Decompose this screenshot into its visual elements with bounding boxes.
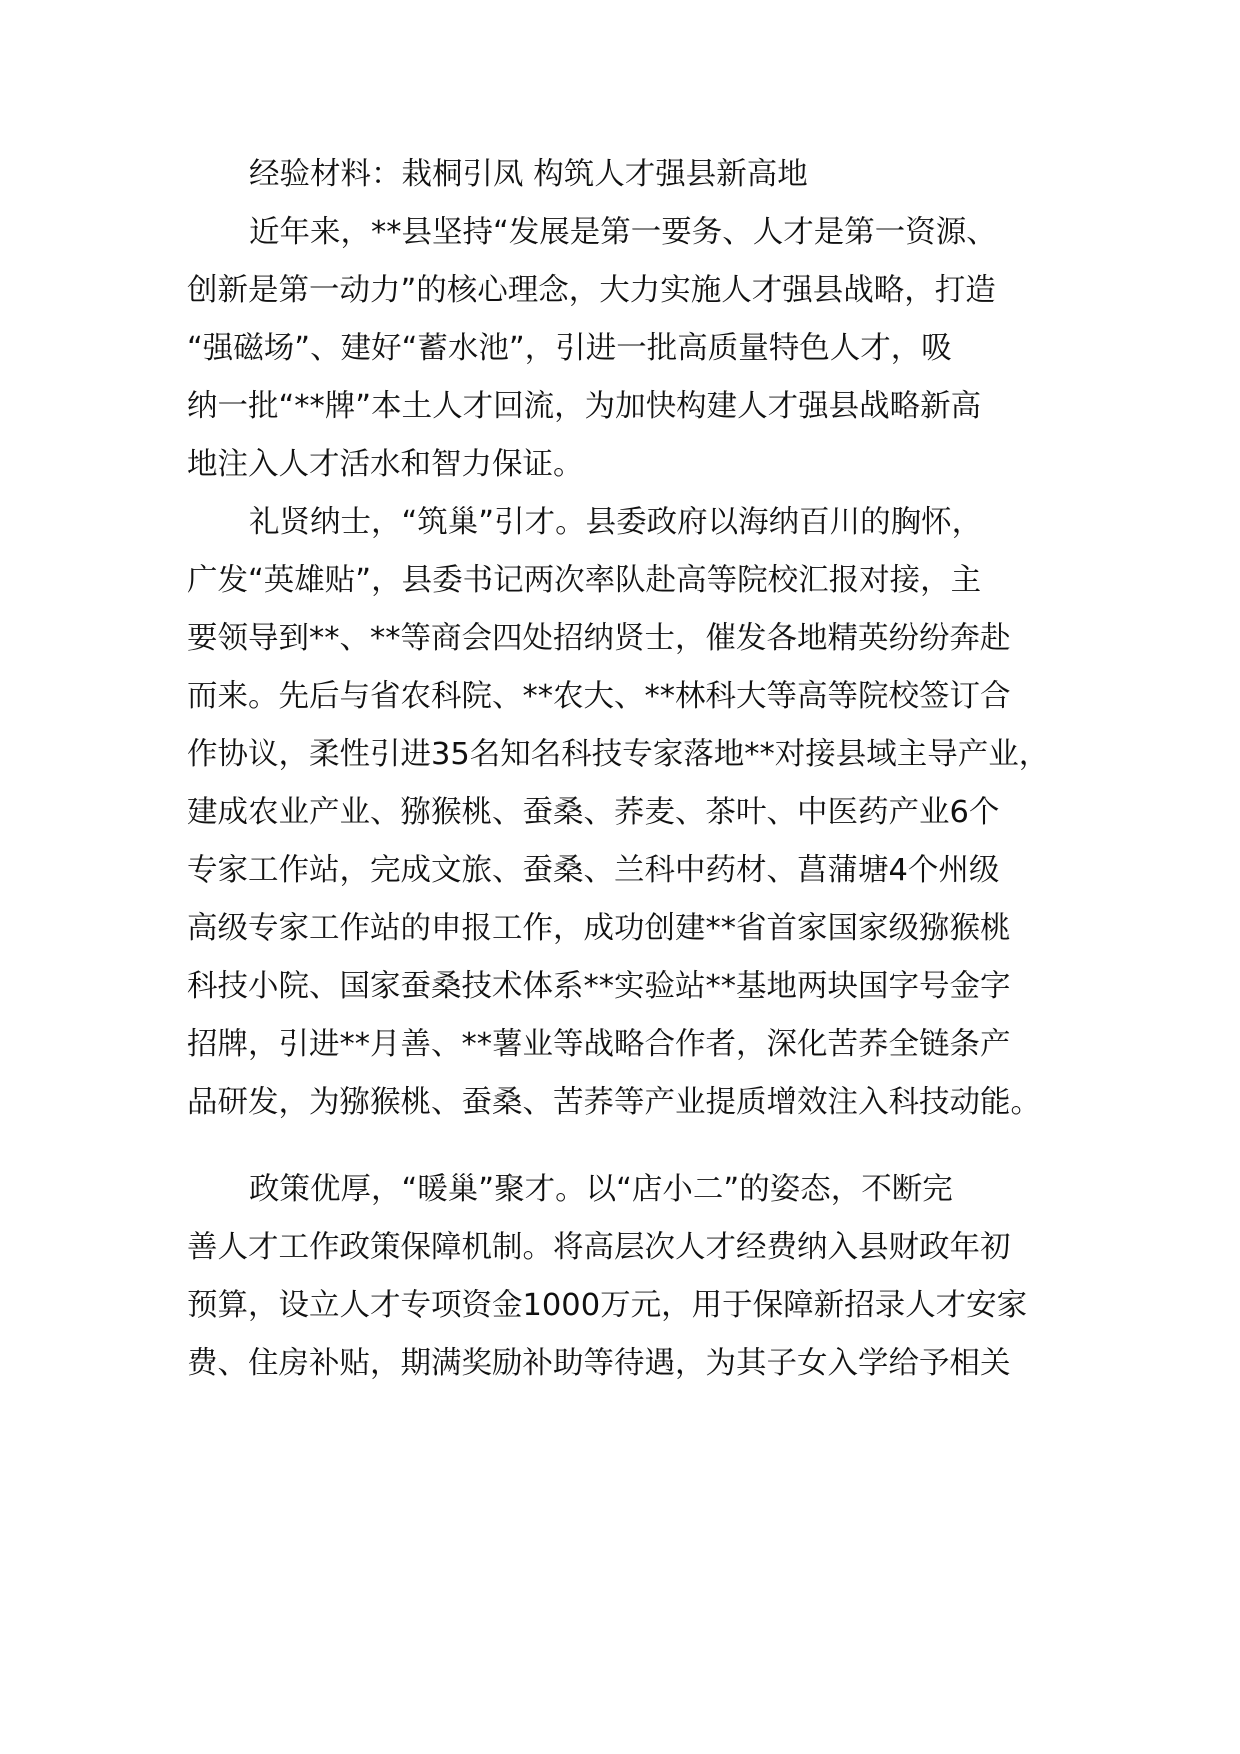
paragraph-line: “强磁场”、建好“蓄水池”，引进一批高质量特色人才，吸 (187, 331, 952, 366)
paragraph-line: 纳一批“**牌”本土人才回流，为加快构建人才强县战略新高 (187, 389, 982, 424)
paragraph-line: 礼贤纳士，“筑巢”引才。县委政府以海纳百川的胸怀， (249, 505, 983, 540)
paragraph-line: 政策优厚，“暖巢”聚才。以“店小二”的姿态，不断完 (249, 1172, 953, 1207)
paragraph-line: 高级专家工作站的申报工作，成功创建**省首家国家级猕猴桃 (187, 911, 1011, 946)
paragraph-line: 建成农业产业、猕猴桃、蚕桑、荞麦、茶叶、中医药产业6个 (187, 795, 1000, 830)
paragraph-line: 科技小院、国家蚕桑技术体系**实验站**基地两块国字号金字 (187, 969, 1011, 1004)
paragraph-line: 招牌，引进**月善、**薯业等战略合作者，深化苦荞全链条产 (187, 1027, 1011, 1062)
paragraph-line: 近年来，**县坚持“发展是第一要务、人才是第一资源、 (249, 215, 997, 250)
paragraph-line: 广发“英雄贴”，县委书记两次率队赴高等院校汇报对接，主 (187, 563, 982, 598)
paragraph-line: 费、住房补贴，期满奖励补助等待遇，为其子女入学给予相关 (187, 1346, 1011, 1381)
paragraph-line: 品研发，为猕猴桃、蚕桑、苦荞等产业提质增效注入科技动能。 (187, 1085, 1041, 1120)
paragraph-line: 要领导到**、**等商会四处招纳贤士，催发各地精英纷纷奔赴 (187, 621, 1011, 656)
paragraph-line: 善人才工作政策保障机制。将高层次人才经费纳入县财政年初 (187, 1230, 1011, 1265)
paragraph-line: 专家工作站，完成文旅、蚕桑、兰科中药材、菖蒲塘4个州级 (187, 853, 1000, 888)
document-title: 经验材料：栽桐引凤 构筑人才强县新高地 (249, 157, 808, 192)
paragraph-line: 创新是第一动力”的核心理念，大力实施人才强县战略，打造 (187, 273, 996, 308)
paragraph-line: 地注入人才活水和智力保证。 (187, 447, 584, 482)
paragraph-line: 作协议，柔性引进35名知名科技专家落地**对接县域主导产业， (187, 737, 1050, 772)
paragraph-line: 预算，设立人才专项资金1000万元，用于保障新招录人才安家 (187, 1288, 1028, 1323)
paragraph-line: 而来。先后与省农科院、**农大、**林科大等高等院校签订合 (187, 679, 1011, 714)
